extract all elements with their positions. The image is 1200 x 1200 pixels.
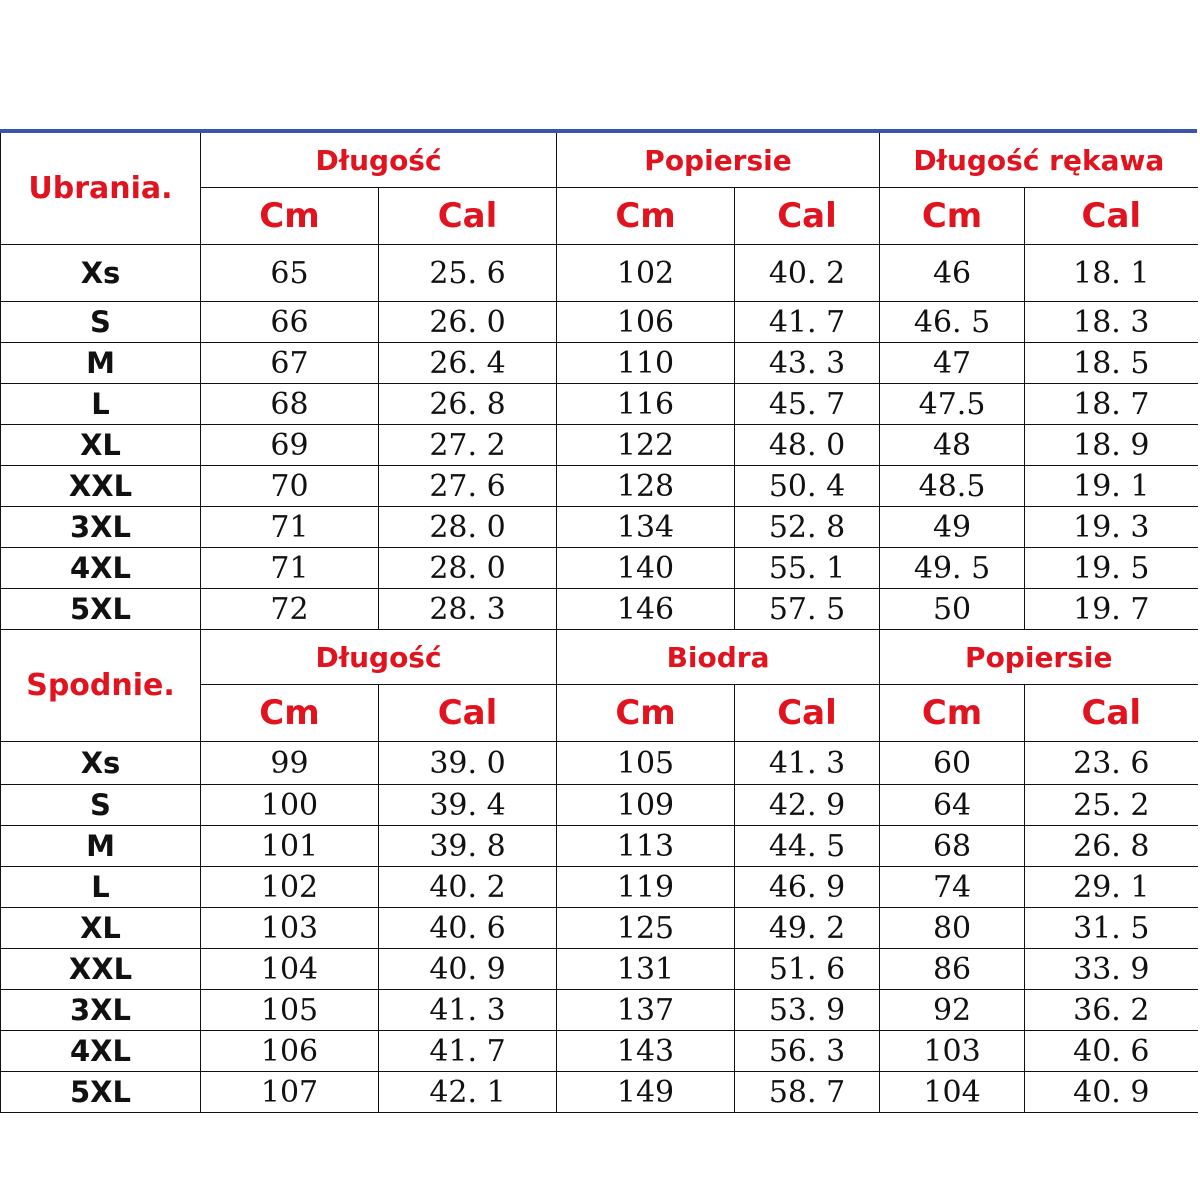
measurement-cell: 53. 9 (735, 990, 880, 1031)
tops-group-header: Popiersie (557, 133, 880, 188)
measurement-cell: 128 (557, 466, 735, 507)
measurement-cell: 68 (880, 826, 1025, 867)
measurement-cell: 18. 5 (1025, 343, 1198, 384)
measurement-cell: 50. 4 (735, 466, 880, 507)
measurement-cell: 39. 0 (379, 742, 557, 785)
measurement-cell: 39. 8 (379, 826, 557, 867)
table-row (1, 302, 1198, 343)
measurement-cell: 103 (201, 908, 379, 949)
pants-unit-header: Cm (201, 685, 379, 742)
measurement-cell: 105 (201, 990, 379, 1031)
measurement-cell: 40. 6 (1025, 1031, 1198, 1072)
measurement-cell: 116 (557, 384, 735, 425)
table-row (1, 826, 1198, 867)
size-label: 4XL (1, 548, 201, 589)
measurement-cell: 125 (557, 908, 735, 949)
table-row (1, 785, 1198, 826)
measurement-cell: 104 (201, 949, 379, 990)
measurement-cell: 140 (557, 548, 735, 589)
measurement-cell: 26. 8 (1025, 826, 1198, 867)
measurement-cell: 48. 0 (735, 425, 880, 466)
size-label: 5XL (1, 1072, 201, 1113)
measurement-cell: 146 (557, 589, 735, 630)
measurement-cell: 105 (557, 742, 735, 785)
measurement-cell: 19. 1 (1025, 466, 1198, 507)
tops-unit-header: Cal (1025, 188, 1198, 245)
measurement-cell: 44. 5 (735, 826, 880, 867)
tops-unit-header: Cm (880, 188, 1025, 245)
measurement-cell: 40. 9 (379, 949, 557, 990)
size-label: L (1, 384, 201, 425)
measurement-cell: 57. 5 (735, 589, 880, 630)
measurement-cell: 45. 7 (735, 384, 880, 425)
measurement-cell: 69 (201, 425, 379, 466)
measurement-cell: 47.5 (880, 384, 1025, 425)
measurement-cell: 31. 5 (1025, 908, 1198, 949)
measurement-cell: 25. 2 (1025, 785, 1198, 826)
tops-unit-header: Cal (735, 188, 880, 245)
measurement-cell: 40. 6 (379, 908, 557, 949)
measurement-cell: 56. 3 (735, 1031, 880, 1072)
pants-unit-header: Cm (557, 685, 735, 742)
pants-unit-header: Cal (1025, 685, 1198, 742)
tops-unit-header: Cal (379, 188, 557, 245)
size-label: Xs (1, 245, 201, 302)
measurement-cell: 68 (201, 384, 379, 425)
measurement-cell: 41. 7 (735, 302, 880, 343)
table-row (1, 589, 1198, 630)
pants-group-header-row (1, 630, 1198, 685)
measurement-cell: 65 (201, 245, 379, 302)
measurement-cell: 106 (557, 302, 735, 343)
measurement-cell: 55. 1 (735, 548, 880, 589)
measurement-cell: 23. 6 (1025, 742, 1198, 785)
measurement-cell: 58. 7 (735, 1072, 880, 1113)
pants-group-header: Biodra (557, 630, 880, 685)
measurement-cell: 33. 9 (1025, 949, 1198, 990)
measurement-cell: 66 (201, 302, 379, 343)
table-row (1, 1072, 1198, 1113)
size-chart (0, 133, 1197, 1113)
pants-unit-header: Cal (379, 685, 557, 742)
table-row (1, 548, 1198, 589)
measurement-cell: 137 (557, 990, 735, 1031)
measurement-cell: 100 (201, 785, 379, 826)
size-label: 5XL (1, 589, 201, 630)
measurement-cell: 106 (201, 1031, 379, 1072)
size-label: L (1, 867, 201, 908)
size-label: XL (1, 425, 201, 466)
measurement-cell: 122 (557, 425, 735, 466)
measurement-cell: 28. 0 (379, 507, 557, 548)
table-row (1, 742, 1198, 785)
tops-unit-header: Cm (201, 188, 379, 245)
table-row (1, 908, 1198, 949)
table-row (1, 425, 1198, 466)
size-label: XL (1, 908, 201, 949)
table-row (1, 384, 1198, 425)
tops-unit-header: Cm (557, 188, 735, 245)
measurement-cell: 41. 7 (379, 1031, 557, 1072)
measurement-cell: 19. 3 (1025, 507, 1198, 548)
measurement-cell: 74 (880, 867, 1025, 908)
measurement-cell: 72 (201, 589, 379, 630)
size-label: M (1, 343, 201, 384)
table-row (1, 949, 1198, 990)
measurement-cell: 92 (880, 990, 1025, 1031)
measurement-cell: 119 (557, 867, 735, 908)
measurement-cell: 47 (880, 343, 1025, 384)
measurement-cell: 40. 9 (1025, 1072, 1198, 1113)
measurement-cell: 64 (880, 785, 1025, 826)
measurement-cell: 26. 4 (379, 343, 557, 384)
measurement-cell: 18. 7 (1025, 384, 1198, 425)
measurement-cell: 29. 1 (1025, 867, 1198, 908)
measurement-cell: 39. 4 (379, 785, 557, 826)
measurement-cell: 25. 6 (379, 245, 557, 302)
measurement-cell: 18. 3 (1025, 302, 1198, 343)
table-row (1, 1031, 1198, 1072)
measurement-cell: 70 (201, 466, 379, 507)
measurement-cell: 19. 7 (1025, 589, 1198, 630)
measurement-cell: 49 (880, 507, 1025, 548)
measurement-cell: 67 (201, 343, 379, 384)
measurement-cell: 80 (880, 908, 1025, 949)
measurement-cell: 51. 6 (735, 949, 880, 990)
size-label: 3XL (1, 990, 201, 1031)
pants-group-header: Popiersie (880, 630, 1198, 685)
measurement-cell: 18. 1 (1025, 245, 1198, 302)
measurement-cell: 131 (557, 949, 735, 990)
measurement-cell: 26. 8 (379, 384, 557, 425)
measurement-cell: 46. 9 (735, 867, 880, 908)
measurement-cell: 60 (880, 742, 1025, 785)
measurement-cell: 99 (201, 742, 379, 785)
measurement-cell: 46. 5 (880, 302, 1025, 343)
measurement-cell: 102 (557, 245, 735, 302)
size-label: Xs (1, 742, 201, 785)
pants-section-label: Spodnie. (1, 630, 201, 742)
size-table (0, 133, 1198, 1113)
pants-unit-header: Cal (735, 685, 880, 742)
size-label: M (1, 826, 201, 867)
measurement-cell: 28. 3 (379, 589, 557, 630)
size-label: S (1, 785, 201, 826)
measurement-cell: 42. 9 (735, 785, 880, 826)
tops-group-header-row (1, 133, 1198, 188)
measurement-cell: 48.5 (880, 466, 1025, 507)
tops-section-label: Ubrania. (1, 133, 201, 245)
measurement-cell: 109 (557, 785, 735, 826)
measurement-cell: 149 (557, 1072, 735, 1113)
size-label: 3XL (1, 507, 201, 548)
measurement-cell: 28. 0 (379, 548, 557, 589)
measurement-cell: 49. 2 (735, 908, 880, 949)
measurement-cell: 46 (880, 245, 1025, 302)
measurement-cell: 50 (880, 589, 1025, 630)
table-row (1, 867, 1198, 908)
measurement-cell: 43. 3 (735, 343, 880, 384)
measurement-cell: 52. 8 (735, 507, 880, 548)
table-row (1, 507, 1198, 548)
measurement-cell: 48 (880, 425, 1025, 466)
tops-group-header: Długość (201, 133, 557, 188)
measurement-cell: 42. 1 (379, 1072, 557, 1113)
measurement-cell: 71 (201, 507, 379, 548)
measurement-cell: 19. 5 (1025, 548, 1198, 589)
table-row (1, 466, 1198, 507)
tops-group-header: Długość rękawa (880, 133, 1198, 188)
measurement-cell: 113 (557, 826, 735, 867)
measurement-cell: 104 (880, 1072, 1025, 1113)
size-label: XXL (1, 949, 201, 990)
size-label: XXL (1, 466, 201, 507)
measurement-cell: 41. 3 (379, 990, 557, 1031)
measurement-cell: 36. 2 (1025, 990, 1198, 1031)
measurement-cell: 40. 2 (379, 867, 557, 908)
measurement-cell: 110 (557, 343, 735, 384)
measurement-cell: 71 (201, 548, 379, 589)
table-row (1, 343, 1198, 384)
measurement-cell: 26. 0 (379, 302, 557, 343)
measurement-cell: 27. 2 (379, 425, 557, 466)
measurement-cell: 49. 5 (880, 548, 1025, 589)
table-row (1, 990, 1198, 1031)
measurement-cell: 143 (557, 1031, 735, 1072)
pants-group-header: Długość (201, 630, 557, 685)
measurement-cell: 18. 9 (1025, 425, 1198, 466)
size-label: S (1, 302, 201, 343)
measurement-cell: 101 (201, 826, 379, 867)
measurement-cell: 107 (201, 1072, 379, 1113)
measurement-cell: 27. 6 (379, 466, 557, 507)
measurement-cell: 102 (201, 867, 379, 908)
measurement-cell: 41. 3 (735, 742, 880, 785)
measurement-cell: 86 (880, 949, 1025, 990)
table-row (1, 245, 1198, 302)
pants-unit-header: Cm (880, 685, 1025, 742)
measurement-cell: 134 (557, 507, 735, 548)
measurement-cell: 103 (880, 1031, 1025, 1072)
measurement-cell: 40. 2 (735, 245, 880, 302)
size-label: 4XL (1, 1031, 201, 1072)
